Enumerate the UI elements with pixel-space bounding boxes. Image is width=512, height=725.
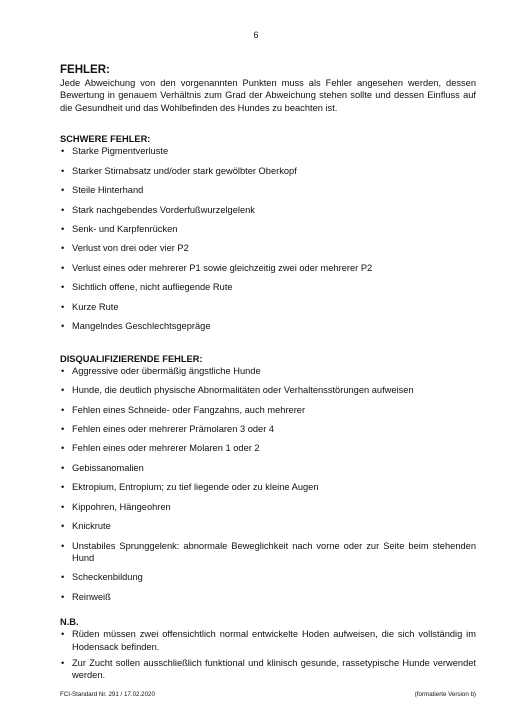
- notes-heading: N.B.: [60, 617, 79, 628]
- bullet-icon: •: [61, 165, 65, 176]
- list-item: • Ektropium, Entropium; zu tief liegende oder zu kleine Augen: [61, 482, 319, 493]
- bullet-icon: •: [61, 262, 65, 273]
- disqualifying-faults-list: [60, 365, 476, 604]
- list-item: • Scheckenbildung: [61, 572, 143, 583]
- list-item: • Kurze Rute: [61, 301, 119, 312]
- list-item: • Gebissanomalien: [61, 462, 144, 473]
- list-item: • Fehlen eines oder mehrerer Molaren 1 oder 2: [61, 443, 260, 454]
- severe-faults-heading: SCHWERE FEHLER:: [60, 134, 151, 145]
- list-item: • Reinweiß: [61, 591, 111, 602]
- list-item: • Kippohren, Hängeohren: [61, 501, 171, 512]
- document-body: [60, 64, 476, 685]
- list-item: • Mangelndes Geschlechtsgepräge: [61, 321, 211, 332]
- list-item: • Verlust eines oder mehrerer P1 sowie gleichzeitig zwei oder mehrerer P2: [61, 262, 373, 273]
- bullet-icon: •: [61, 301, 65, 312]
- bullet-icon: •: [61, 404, 65, 415]
- bullet-icon: •: [61, 146, 65, 157]
- bullet-icon: •: [61, 629, 65, 640]
- bullet-icon: •: [61, 204, 65, 215]
- bullet-icon: •: [61, 365, 65, 376]
- list-item: • Fehlen eines oder mehrerer Prämolaren 3 oder 4: [61, 424, 275, 435]
- list-item: • Steile Hinterhand: [61, 185, 144, 196]
- bullet-icon: •: [61, 462, 65, 473]
- list-item: • Stark nachgebendes Vorderfußwurzelgelenk: [61, 204, 255, 215]
- bullet-icon: •: [61, 321, 65, 332]
- list-item: • Rüden müssen zwei offensichtlich normal entwickelte Hoden aufweisen, die sich vollständig im Hodensack befinden.: [61, 629, 476, 652]
- page-number: 6: [253, 30, 259, 40]
- list-item: • Hunde, die deutlich physische Abnormalitäten oder Verhaltensstörungen aufweisen: [61, 385, 414, 396]
- bullet-icon: •: [61, 385, 65, 396]
- footer-version: (formatierte Version b): [414, 691, 476, 698]
- page-footer: [60, 691, 476, 699]
- bullet-icon: •: [61, 501, 65, 512]
- severe-faults-list: [60, 145, 476, 332]
- faults-heading: FEHLER:: [60, 64, 110, 76]
- bullet-icon: •: [61, 521, 65, 532]
- list-item: • Starke Pigmentverluste: [61, 146, 169, 157]
- list-item: • Unstabiles Sprunggelenk: abnormale Beweglichkeit nach vorne oder zur Seite beim stehenden Hund: [61, 540, 476, 564]
- list-item: • Fehlen eines Schneide- oder Fangzahns, auch mehrerer: [61, 404, 306, 415]
- faults-paragraph: Jede Abweichung von den vorgenannten Punkten muss als Fehler angesehen werden, dessen Bewertung in genauem Verhältnis zum Grad der Abweichung stehen sollte und dessen Einfluss auf die Gesundheit und das Wohlbefinden des Hundes zu beachten ist.: [60, 78, 476, 113]
- bullet-icon: •: [61, 540, 65, 551]
- bullet-icon: •: [61, 282, 65, 293]
- list-item: • Zur Zucht sollen ausschließlich funktional und klinisch gesunde, rassetypische Hunde verwendet werden.: [61, 657, 476, 681]
- bullet-icon: •: [61, 223, 65, 234]
- bullet-icon: •: [61, 424, 65, 435]
- list-item: • Senk- und Karpfenrücken: [61, 223, 178, 234]
- bullet-icon: •: [61, 185, 65, 196]
- list-item: • Sichtlich offene, nicht aufliegende Rute: [61, 282, 233, 293]
- list-item: • Aggressive oder übermäßig ängstliche Hunde: [61, 365, 261, 376]
- notes-list: [60, 628, 476, 681]
- footer-standard-reference: FCI-Standard Nr. 291 / 17.02.2020: [60, 691, 155, 698]
- bullet-icon: •: [61, 657, 65, 668]
- list-item: • Verlust von drei oder vier P2: [61, 243, 189, 254]
- bullet-icon: •: [61, 572, 65, 583]
- bullet-icon: •: [61, 482, 65, 493]
- list-item: • Starker Stirnabsatz und/oder stark gewölbter Oberkopf: [61, 165, 297, 176]
- bullet-icon: •: [61, 443, 65, 454]
- list-item: • Knickrute: [61, 521, 111, 532]
- bullet-icon: •: [61, 591, 65, 602]
- disqualifying-faults-heading: DISQUALIFIZIERENDE FEHLER:: [60, 353, 203, 364]
- bullet-icon: •: [61, 243, 65, 254]
